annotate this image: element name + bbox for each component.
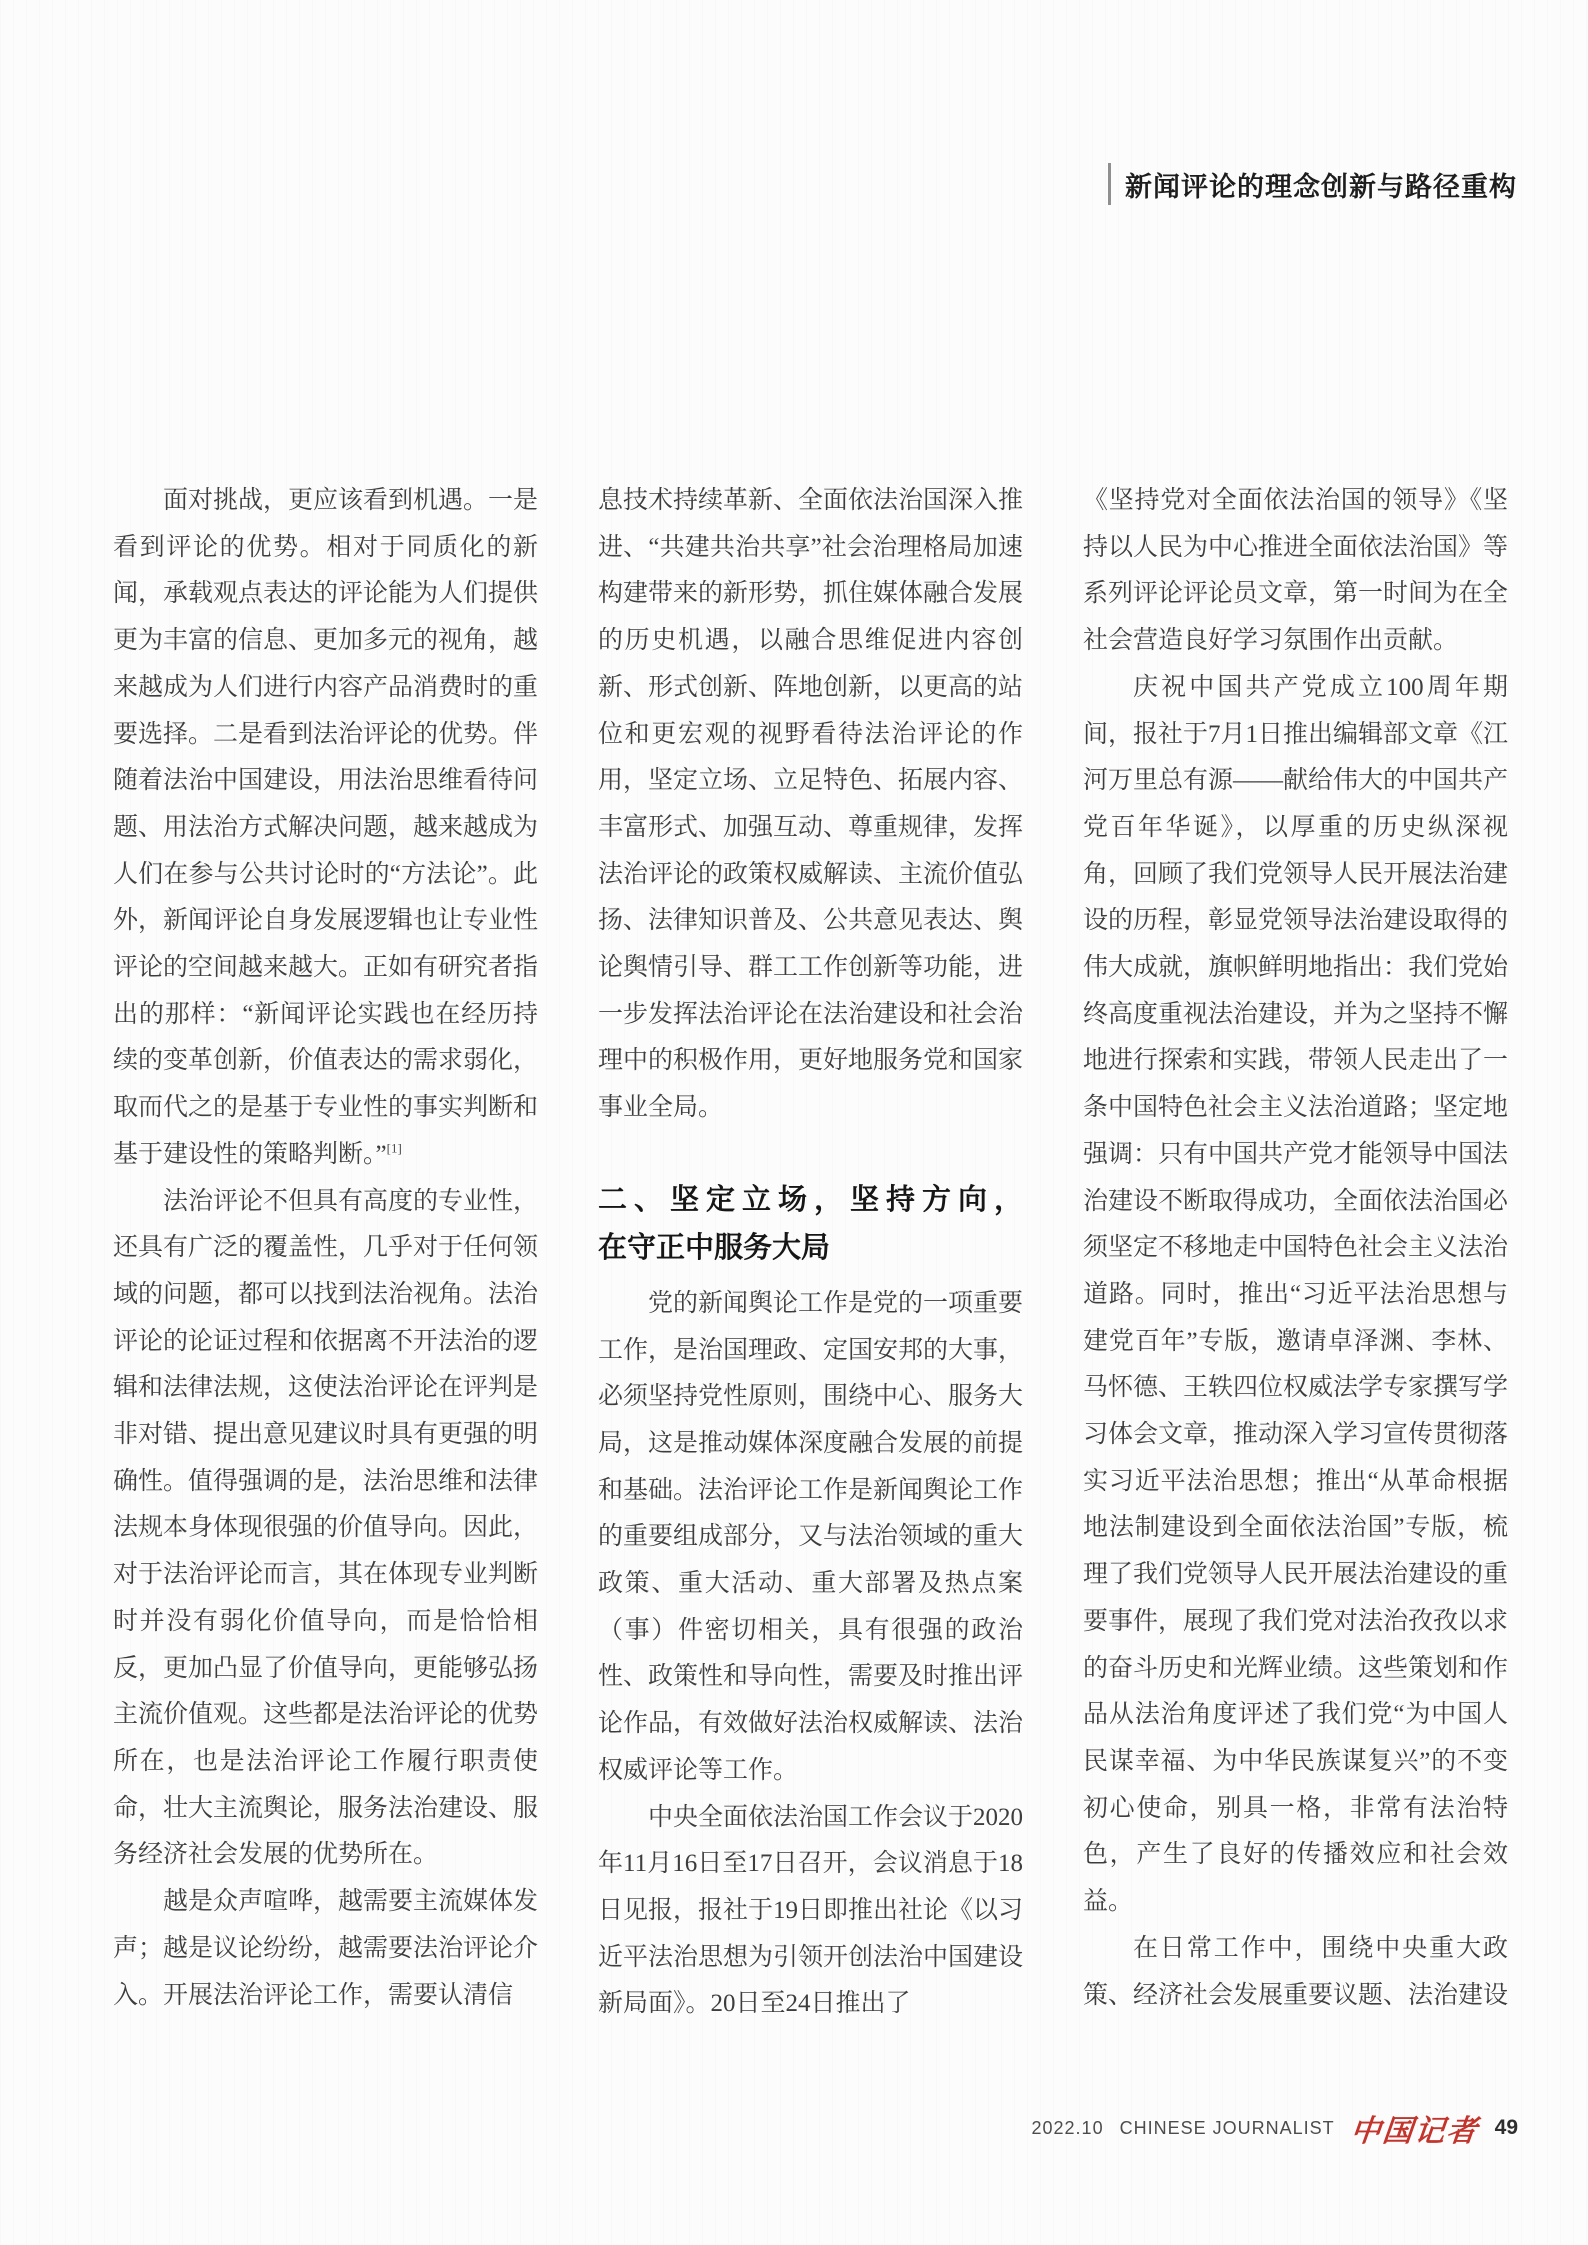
text-column-1 [113,478,538,2034]
header-accent-bar [1108,163,1111,205]
section-heading-line: 二、坚定立场，坚持方向， [598,1183,1023,1216]
paragraph: 法治评论不但具有高度的专业性，还具有广泛的覆盖性，几乎对于任何领域的问题，都可以找到法治视角。法治评论的论证过程和依据离不开法治的逻辑和法律法规，这使法治评论在评判是非对错、提出意见建议时具有更强的明确性。值得强调的是，法治思维和法律法规本身体现很强的价值导向。因此，对于法治评论而言，其在体现专业判断时并没有弱化价值导向，而是恰恰相反，更加凸显了价值导向，更能够弘扬主流价值观。这些都是法治评论的优势所在，也是法治评论工作履行职责使命，壮大主流舆论，服务法治建设、服务经济社会发展的优势所在。 [113,1187,538,1869]
paragraph: 庆祝中国共产党成立100周年期间，报社于7月1日推出编辑部文章《江河万里总有源——献给伟大的中国共产党百年华诞》，以厚重的历史纵深视角，回顾了我们党领导人民开展法治建设的历程，彰显党领导法治建设取得的伟大成就，旗帜鲜明地指出：我们党始终高度重视法治建设，并为之坚持不懈地进行探索和实践，带领人民走出了一条中国特色社会主义法治道路；坚定地强调：只有中国共产党才能领导中国法治建设不断取得成功，全面依法治国必须坚定不移地走中国特色社会主义法治道路。同时，推出“习近平法治思想与建党百年”专版，邀请卓泽渊、李林、马怀德、王轶四位权威法学专家撰写学习体会文章，推动深入学习宣传贯彻落实习近平法治思想；推出“从革命根据地法制建设到全面依法治国”专版，梳理了我们党领导人民开展法治建设的重要事件，展现了我们党对法治孜孜以求的奋斗历史和光辉业绩。这些策划和作品从法治角度评述了我们党“为中国人民谋幸福、为中华民族谋复兴”的不变初心使命，别具一格，非常有法治特色，产生了良好的传播效应和社会效益。 [1083,673,1508,1916]
page-number: 49 [1494,2116,1518,2139]
paragraph: 越是众声喧哗，越需要主流媒体发声；越是议论纷纷，越需要法治评论介入。开展法治评论工作，需要认清信 [113,1888,538,2009]
page-footer [1032,2106,1518,2150]
running-head-title: 新闻评论的理念创新与路径重构 [1125,171,1517,202]
paragraph: 《坚持党对全面依法治国的领导》《坚持以人民为中心推进全面依法治国》等系列评论评论员文章，第一时间为在全社会营造良好学习氛围作出贡献。 [1083,487,1508,655]
paragraph: 中央全面依法治国工作会议于2020年11月16日至17日召开，会议消息于18日见报，报社于19日即推出社论《以习近平法治思想为引领开创法治中国建设新局面》。20日至24日推出了 [598,1803,1023,2018]
paragraph: 息技术持续革新、全面依法治国深入推进、“共建共治共享”社会治理格局加速构建带来的新形势，抓住媒体融合发展的历史机遇，以融合思维促进内容创新、形式创新、阵地创新，以更高的站位和更宏观的视野看待法治评论的作用，坚定立场、立足特色、拓展内容、丰富形式、加强互动、尊重规律，发挥法治评论的政策权威解读、主流价值弘扬、法律知识普及、公共意见表达、舆论舆情引导、群工工作创新等功能，进一步发挥法治评论在法治建设和社会治理中的积极作用，更好地服务党和国家事业全局。 [598,487,1023,1122]
article-columns [113,478,1508,2034]
footnote-marker: [1] [386,1140,402,1156]
paragraph: 在日常工作中，围绕中央重大政策、经济社会发展重要议题、法治建设 [1083,1934,1508,2009]
journal-name-en: CHINESE JOURNALIST [1119,2117,1335,2138]
text-column-3 [1083,478,1508,2034]
section-heading [598,1176,1023,1272]
paragraph: 党的新闻舆论工作是党的一项重要工作，是治国理政、定国安邦的大事，必须坚持党性原则，围绕中心、服务大局，这是推动媒体深度融合发展的前提和基础。法治评论工作是新闻舆论工作的重要组成部分，又与法治领域的重大政策、重大活动、重大部署及热点案（事）件密切相关，具有很强的政治性、政策性和导向性，需要及时推出评论作品，有效做好法治权威解读、法治权威评论等工作。 [598,1289,1023,1784]
paragraph: 面对挑战，更应该看到机遇。一是看到评论的优势。相对于同质化的新闻，承载观点表达的评论能为人们提供更为丰富的信息、更加多元的视角，越来越成为人们进行内容产品消费时的重要选择。二是看到法治评论的优势。伴随着法治中国建设，用法治思维看待问题、用法治方式解决问题，越来越成为人们在参与公共讨论时的“方法论”。此外，新闻评论自身发展逻辑也让专业性评论的空间越来越大。正如有研究者指出的那样：“新闻评论实践也在经历持续的变革创新，价值表达的需求弱化，取而代之的是基于专业性的事实判断和基于建设性的策略判断。”[1] [113,487,538,1168]
page-header [1108,163,1517,205]
issue-date: 2022.10 [1031,2117,1104,2138]
journal-logo: 中国记者 [1348,2115,1481,2148]
text-column-2 [598,478,1023,2034]
section-heading-line: 在守正中服务大局 [598,1231,831,1264]
